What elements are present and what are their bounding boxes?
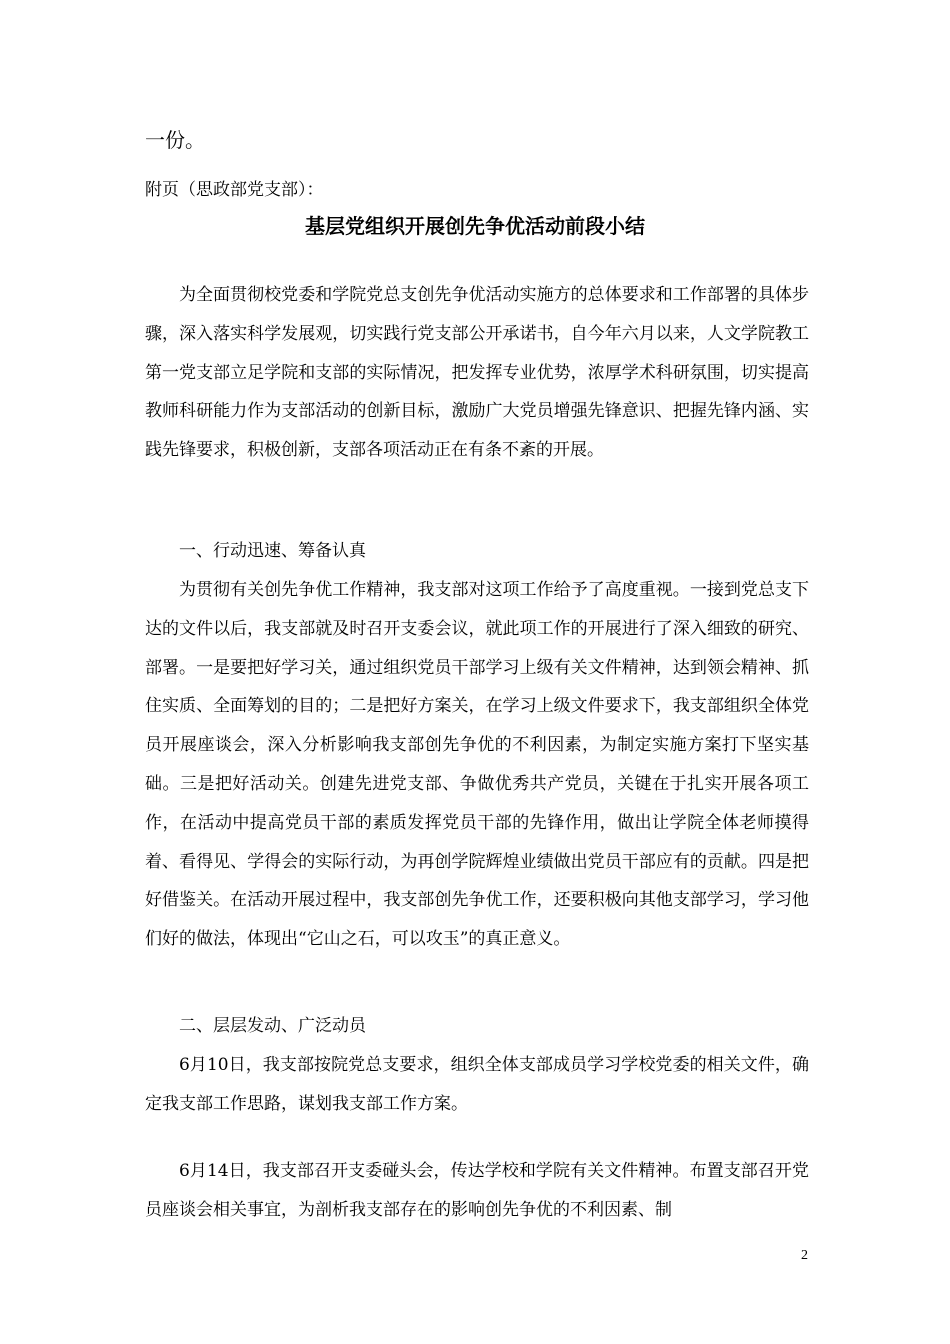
section-2-body-2: 6月14日，我支部召开支委碰头会，传达学校和学院有关文件精神。布置支部召开党员座谈会相关事宜，为剖析我支部存在的影响创先争优的不利因素、制	[145, 1161, 809, 1220]
document-title: 基层党组织开展创先争优活动前段小结	[305, 214, 645, 238]
continuation-text: 一份。	[145, 128, 205, 152]
intro-paragraph: 为全面贯彻校党委和学院党总支创先争优活动实施方的总体要求和工作部署的具体步骤，深入落实科学发展观，切实践行党支部公开承诺书，自今年六月以来，人文学院教工第一党支部立足学院和支部的实际情况，把发挥专业优势，浓厚学术科研氛围，切实提高教师科研能力作为支部活动的创新目标，激励广大党员增强先锋意识、把握先锋内涵、实践先锋要求，积极创新，支部各项活动正在有条不紊的开展。	[145, 285, 809, 461]
section-2-body-1: 6月10日，我支部按院党总支要求，组织全体支部成员学习学校党委的相关文件，确定我支部工作思路，谋划我支部工作方案。	[145, 1055, 809, 1114]
attachment-label: 附页（思政部党支部）：	[145, 180, 324, 200]
section-2-heading: 二、层层发动、广泛动员	[179, 1016, 366, 1036]
section-1-body: 为贯彻有关创先争优工作精神，我支部对这项工作给予了高度重视。一接到党总支下达的文件以后，我支部就及时召开支委会议，就此项工作的开展进行了深入细致的研究、部署。一是要把好学习关，通过组织党员干部学习上级有关文件精神，达到领会精神、抓住实质、全面筹划的目的；二是把好方案关，在学习上级文件要求下，我支部组织全体党员开展座谈会，深入分析影响我支部创先争优的不利因素，为制定实施方案打下坚实基础。三是把好活动关。创建先进党支部、争做优秀共产党员，关键在于扎实开展各项工作，在活动中提高党员干部的素质发挥党员干部的先锋作用，做出让学院全体老师摸得着、看得见、学得会的实际行动，为再创学院辉煌业绩做出党员干部应有的贡献。四是把好借鉴关。在活动开展过程中，我支部创先争优工作，还要积极向其他支部学习，学习他们好的做法，体现出“它山之石，可以攻玉”的真正意义。	[145, 580, 809, 950]
page-number: 2	[801, 1248, 808, 1263]
section-1-heading: 一、行动迅速、筹备认真	[179, 541, 366, 561]
